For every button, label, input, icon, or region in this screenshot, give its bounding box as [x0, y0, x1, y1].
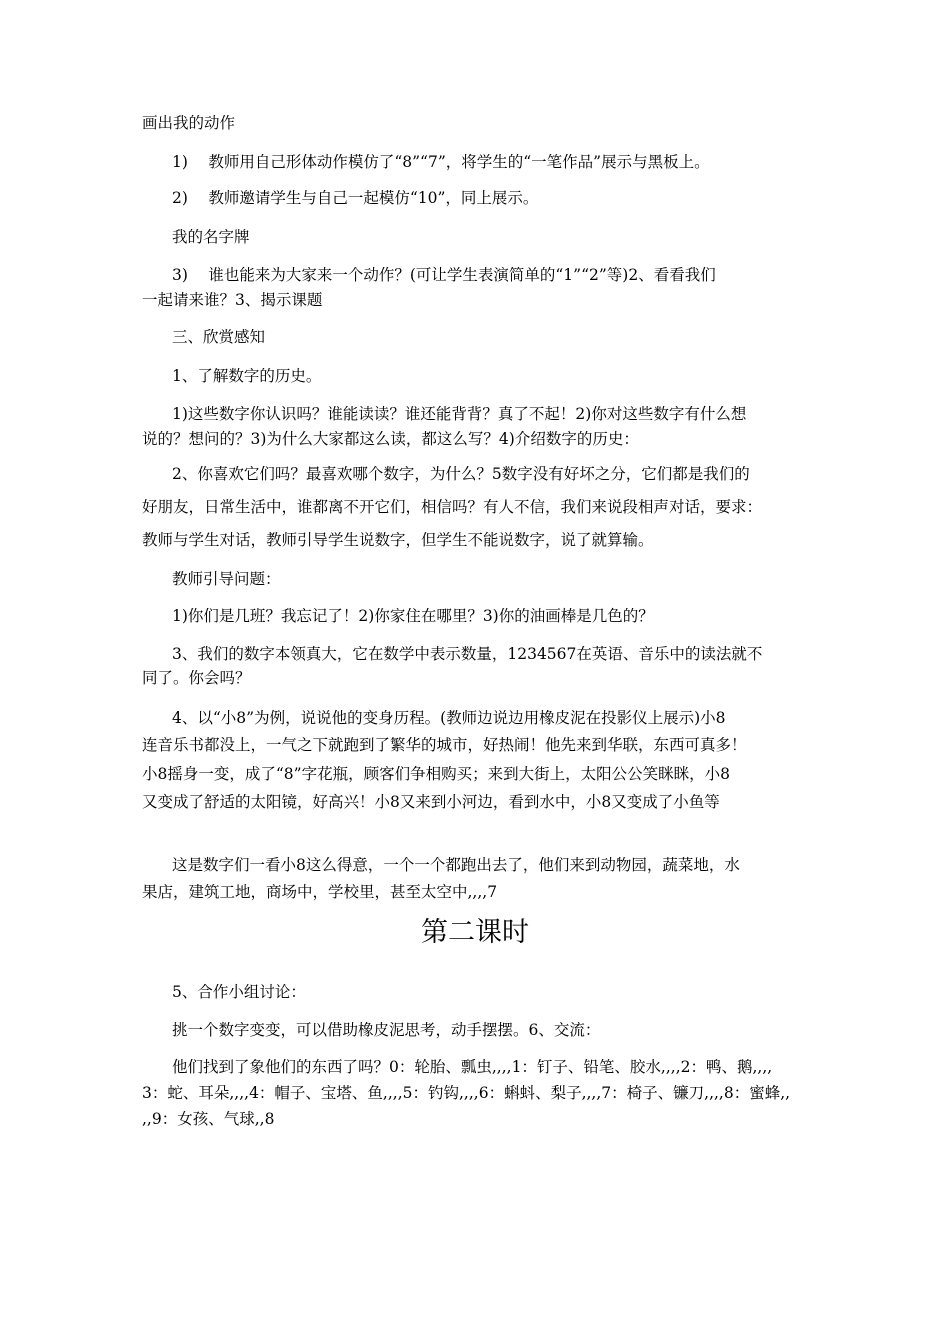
text-line: 一起请来谁？3、揭示课题 — [142, 291, 323, 309]
text-line: 3、我们的数字本领真大，它在数学中表示数量，1234567在英语、音乐中的读法就不 — [172, 645, 763, 663]
section-heading: 第二课时 — [421, 917, 529, 948]
text-line: 1) 教师用自己形体动作模仿了“8”“7”，将学生的“一笔作品”展示与黑板上。 — [172, 153, 710, 171]
text-line: 小8摇身一变，成了“8”字花瓶，顾客们争相购买；来到大街上，太阳公公笑眯眯，小8 — [142, 765, 730, 783]
text-line: 他们找到了象他们的东西了吗？0：轮胎、瓢虫,,,,1：钉子、铅笔、胶水,,,,2：鸭、鹅,,,, — [172, 1058, 773, 1076]
text-line: 3：蛇、耳朵,,,,4：帽子、宝塔、鱼,,,,5：钓钩,,,,6：蝌蚪、梨子,,,,7：椅子、镰刀,,,,8：蜜蜂,, — [142, 1084, 791, 1102]
text-line: 5、合作小组讨论： — [172, 983, 306, 1001]
text-line: 说的？想问的？3)为什么大家都这么读，都这么写？4)介绍数字的历史： — [142, 430, 639, 448]
text-line: 3) 谁也能来为大家来一个动作？(可让学生表演简单的“1”“2”等)2、看看我们 — [172, 266, 716, 284]
text-line: 画出我的动作 — [142, 114, 236, 132]
text-line: 教师与学生对话，教师引导学生说数字，但学生不能说数字，说了就算输。 — [142, 531, 654, 549]
text-line: 教师引导问题： — [172, 570, 281, 588]
text-line: 又变成了舒适的太阳镜，好高兴！小8又来到小河边，看到水中，小8又变成了小鱼等 — [142, 793, 720, 811]
text-line: 三、欣赏感知 — [172, 328, 266, 346]
text-line: 2、你喜欢它们吗？最喜欢哪个数字，为什么？5数字没有好坏之分，它们都是我们的 — [172, 465, 750, 483]
text-line: 1、了解数字的历史。 — [172, 367, 322, 385]
text-line: 果店，建筑工地，商场中，学校里，甚至太空中,,,,7 — [142, 883, 498, 901]
text-line: 挑一个数字变变，可以借助橡皮泥思考，动手摆摆。6、交流： — [172, 1021, 601, 1039]
text-line: 好朋友，日常生活中，谁都离不开它们，相信吗？有人不信，我们来说段相声对话，要求： — [142, 498, 763, 516]
text-line: 4、以“小8”为例，说说他的变身历程。(教师边说边用橡皮泥在投影仪上展示)小8 — [172, 709, 726, 727]
text-line: ,,9：女孩、气球,,8 — [142, 1110, 275, 1128]
text-line: 我的名字牌 — [172, 228, 250, 246]
text-line: 2) 教师邀请学生与自己一起模仿“10”，同上展示。 — [172, 189, 539, 207]
text-line: 连音乐书都没上，一气之下就跑到了繁华的城市，好热闹！他先来到华联，东西可真多！ — [142, 736, 747, 754]
text-line: 1)这些数字你认识吗？谁能读读？谁还能背背？真了不起！2)你对这些数字有什么想 — [172, 405, 747, 423]
text-line: 1)你们是几班？我忘记了！2)你家住在哪里？3)你的油画棒是几色的？ — [172, 607, 654, 625]
text-line: 同了。你会吗？ — [142, 669, 251, 687]
text-line: 这是数字们一看小8这么得意，一个一个都跑出去了，他们来到动物园，蔬菜地，水 — [172, 856, 740, 874]
